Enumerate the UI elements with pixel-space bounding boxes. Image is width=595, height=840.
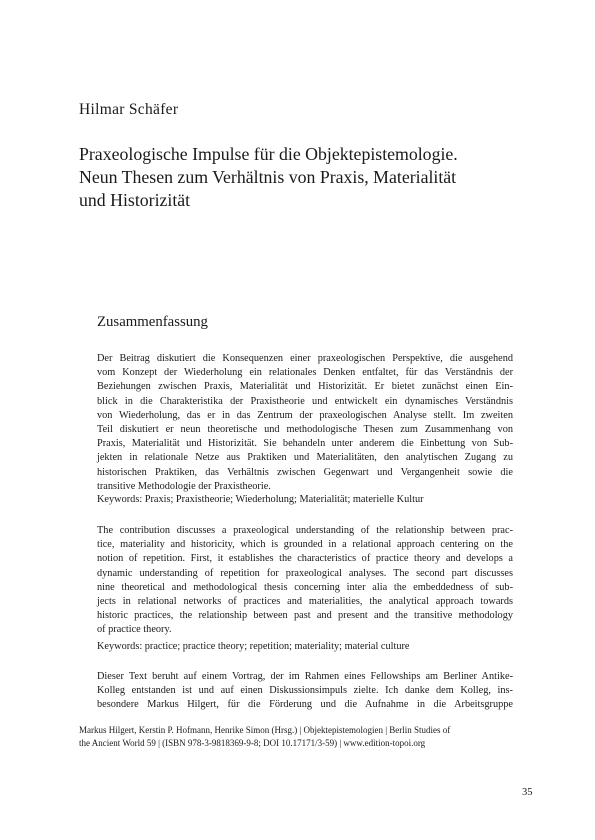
title-line: Neun Thesen zum Verhältnis von Praxis, Materialität [79, 167, 457, 187]
abstract-line: jects in relational networks of practices and materialities, the analytical approach towards [97, 596, 513, 608]
keywords-line: Keywords: Praxis; Praxistheorie; Wiederholung; Materialität; materielle Kultur [97, 494, 424, 505]
keywords-line: Keywords: practice; practice theory; repetition; materiality; material culture [97, 641, 410, 652]
abstract-line: historic practices, the relationship between past and present and the transitive methodology [97, 610, 513, 622]
article-title [79, 143, 549, 212]
footnote-line: Kolleg entstanden ist und auf einen Diskussionsimpuls zielte. Ich danke dem Kolleg, ins- [97, 685, 513, 697]
abstract-line: tice, materiality and historicity, which is grounded in a relational approach centering on the [97, 539, 513, 551]
abstract-line: von Wiederholung, das er in das Zentrum der praxeologischen Analyse stellt. Im zweiten [97, 409, 513, 421]
citation-line: the Ancient World 59 | (ISBN 978-3-9818369-9-8; DOI 10.17171/3-59) | www.edition-topoi.org [79, 737, 426, 748]
author-name: Hilmar Schäfer [79, 101, 179, 118]
citation-info [79, 724, 549, 749]
section-heading-zusammenfassung: Zusammenfassung [97, 314, 208, 330]
title-line: und Historizität [79, 190, 191, 210]
abstract-line: jekten in relationale Netze aus Praktiken und Materialitäten, den analytischen Zugang zu [97, 452, 513, 464]
abstract-line: Der Beitrag diskutiert die Konsequenzen einer praxeologischen Perspektive, die ausgehend [97, 353, 513, 364]
abstract-english [97, 524, 513, 638]
abstract-line: Praxis, Materialität und Historizität. Sie behandeln unter anderem die Einbettung von Sub- [97, 438, 513, 450]
footnote-line: besondere Markus Hilgert, für die Förderung und die Aufnahme in die Arbeitsgruppe [97, 699, 513, 711]
keywords-english [97, 640, 513, 654]
abstract-line: The contribution discusses a praxeological understanding of the relationship between prac- [97, 525, 513, 536]
footnote [97, 670, 513, 713]
abstract-german [97, 352, 513, 494]
abstract-line: blick in die Charakteristika der Praxistheorie und entwickelt ein dynamisches Verständnis [97, 395, 513, 407]
abstract-line: dynamic understanding of repetition for praxeological analyses. The second part discusses [97, 567, 513, 579]
abstract-line: vom Konzept der Wiederholung ein relationales Denken entfaltet, für das Verständnis der [97, 367, 513, 379]
title-line: Praxeologische Impulse für die Objektepistemologie. [79, 144, 458, 164]
abstract-line: historischen Praktiken, das Verhältnis zwischen Gegenwart und Vergangenheit sowie die [97, 466, 513, 478]
keywords-german [97, 493, 513, 507]
page-number: 35 [522, 787, 533, 798]
abstract-line: nine theoretical and methodological thesis concerning inter alia the embeddedness of sub- [97, 581, 513, 593]
abstract-line: transitive Methodologie der Praxistheorie. [97, 480, 271, 492]
abstract-line: Teil diskutiert er neun theoretische und methodologische Thesen zum Zusammenhang von [97, 424, 513, 436]
citation-line: Markus Hilgert, Kerstin P. Hofmann, Henrike Simon (Hrsg.) | Objektepistemologien | Berlin Studies of [79, 725, 451, 735]
abstract-line: Beziehungen zwischen Praxis, Materialität und Historizität. Er bietet zunächst einen Ein- [97, 381, 513, 393]
footnote-line: Dieser Text beruht auf einem Vortrag, der im Rahmen eines Fellowships am Berliner Antike- [97, 671, 513, 682]
abstract-line: of practice theory. [97, 624, 172, 636]
abstract-line: notion of repetition. First, it establishes the characteristics of practice theory and develops a [97, 553, 513, 565]
